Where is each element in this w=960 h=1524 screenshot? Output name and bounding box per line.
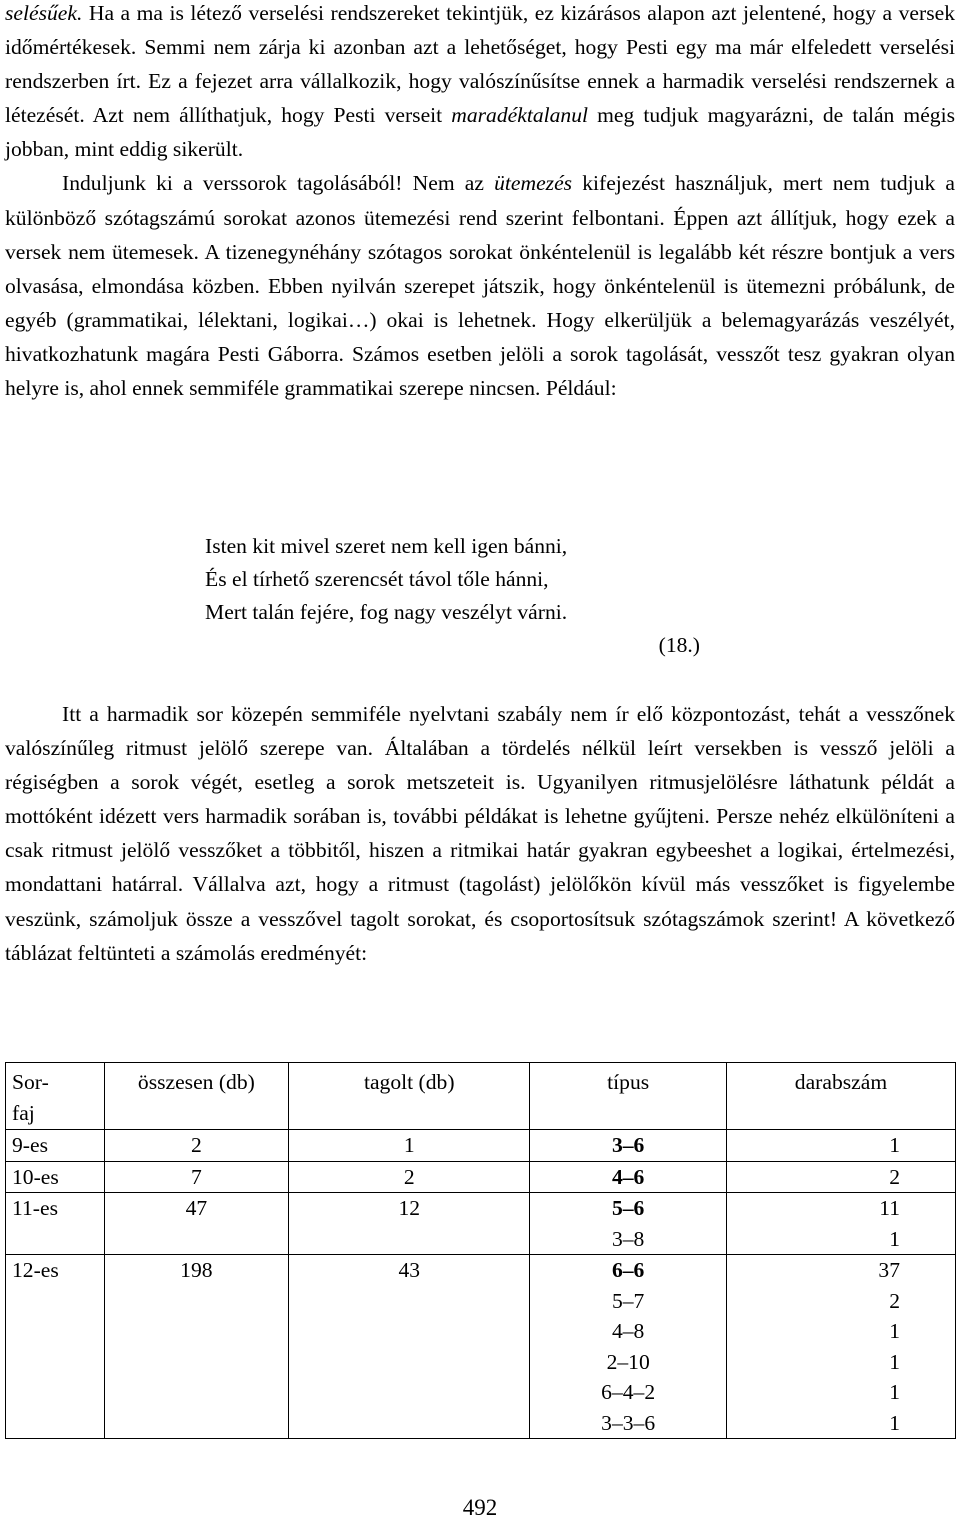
cell-sorfaj: 12-es (6, 1255, 105, 1439)
cell-tagolt: 43 (289, 1255, 530, 1439)
table-row (6, 1255, 956, 1439)
cell-tagolt: 12 (289, 1193, 530, 1255)
cell-osszesen: 198 (104, 1255, 288, 1439)
type-value: 2–10 (606, 1349, 650, 1374)
table-row (6, 1130, 956, 1162)
count-value: 11 (879, 1196, 900, 1220)
type-value: 4–8 (611, 1319, 645, 1343)
italic-word-utemezes: ütemezés (494, 171, 573, 196)
cell-sorfaj: 10-es (6, 1161, 105, 1193)
table-row (6, 1193, 956, 1255)
count-value: 37 (878, 1258, 900, 1282)
cell-darabszam (726, 1255, 955, 1439)
type-value: 3–3–6 (601, 1410, 656, 1435)
cell-darabszam (726, 1161, 955, 1193)
table-body (6, 1130, 956, 1439)
italic-word-selesuek: selésűek. (5, 1, 83, 25)
type-value: 4–6 (611, 1164, 645, 1189)
paragraph-intro-end: meg tudjuk magyarázni, de talán mégis jobban, mint eddig sikerült. (5, 103, 955, 162)
type-value: 6–4–2 (601, 1380, 656, 1404)
type-value: 3–8 (611, 1226, 645, 1251)
body-text-middle (5, 697, 955, 970)
type-value: 5–7 (611, 1288, 645, 1313)
cell-tagolt: 1 (289, 1130, 530, 1162)
cell-tipus (530, 1255, 727, 1439)
cell-osszesen: 47 (104, 1193, 288, 1255)
cell-darabszam (726, 1130, 955, 1162)
cell-darabszam (726, 1193, 955, 1255)
count-value: 2 (889, 1288, 900, 1313)
paragraph-verssorok-start: Induljunk ki a verssorok tagolásából! Nem az (62, 171, 495, 196)
header-sorfaj: Sor- faj (6, 1063, 105, 1130)
cell-tipus (530, 1193, 727, 1255)
poem-line-3: Mert talán fejére, fog nagy veszélyt várni. (205, 600, 568, 624)
poem-line-2: És el tírhető szerencsét távol tőle hánni, (205, 567, 549, 591)
paragraph-analysis: Itt a harmadik sor közepén semmiféle nyelvtani szabály nem ír elő központozást, tehát a vesszőnek valószínűleg ritmust jelölő szerepe van. Általában a tördelés nélkül leírt versekben is vessző jelöli a régiségben a sorok végét, esetleg a sorok metszeteit is. Ugyanilyen ritmusjelölésre láthatunk példát a mottóként idézett vers harmadik sorában is, további példákat is lehetne gyűjteni. Persze nehéz elkülöníteni a csak ritmust jelölő vesszőket a többitől, hiszen a ritmikai határ gyakran egybeeshet a logikai, értelmezési, mondattani határral. Vállalva azt, hogy a ritmust (tagolást) jelölőkön kívül más vesszőket is figyelembe veszünk, számoljuk össze a vesszővel tagolt sorokat, és csoportosítsuk szótagszámok szerint! A következő táblázat feltünteti a számolás eredményét: (5, 702, 955, 965)
poem-reference: (18.) (658, 633, 700, 657)
count-value: 1 (889, 1226, 900, 1251)
count-value: 1 (889, 1133, 900, 1157)
poem-line-1: Isten kit mivel szeret nem kell igen bánni, (205, 534, 568, 558)
type-value: 3–6 (611, 1133, 645, 1157)
poem-quote (205, 530, 705, 662)
paragraph-intro (5, 0, 955, 166)
page-number: 492 (462, 1495, 498, 1520)
table-header-row (6, 1063, 956, 1130)
cell-osszesen: 2 (104, 1130, 288, 1162)
paragraph-verssorok (5, 166, 955, 405)
paragraph-intro-text: Ha a ma is létező verselési rendszereket tekintjük, ez kizárásos alapon azt jelentené, hogy a versek időmértékesek. Semmi nem zárja ki azonban azt a lehetőséget, hogy Pesti egy ma már elfeledett verselési rendszerben írt. Ez a fejezet arra vállalkozik, hogy valószínűsítse ennek a harmadik verselési rendszernek a létezését. Azt nem állíthatjuk, hogy Pesti verseit (5, 1, 955, 128)
header-tagolt: tagolt (db) (289, 1063, 530, 1130)
count-value: 1 (889, 1319, 900, 1343)
count-value: 1 (889, 1380, 900, 1404)
type-value: 5–6 (611, 1196, 645, 1220)
cell-tipus (530, 1161, 727, 1193)
count-value: 1 (889, 1410, 900, 1435)
header-osszesen: összesen (db) (104, 1063, 288, 1130)
cell-tipus (530, 1130, 727, 1162)
italic-word-maradektalanul: maradéktalanul (451, 103, 589, 128)
body-text-top (5, 0, 955, 405)
count-value: 2 (889, 1164, 900, 1189)
paragraph-verssorok-text: kifejezést használjuk, mert nem tudjuk a különböző szótagszámú sorokat azonos ütemezési rend szerint felbontani. Éppen azt állítjuk, hogy ezek a versek nem ütemesek. A tizenegynéhány szótagos sorokat önkéntelenül is legalább két részre bontjuk a vers olvasása, elmondása közben. Ebben nyilván szerepet játszik, hogy önkéntelenül is ütemezni próbálunk, de egyéb (grammatikai, lélektani, logikai…) okai is lehetnek. Hogy elkerüljük a belemagyarázás veszélyét, hivatkozhatunk magára Pesti Gáborra. Számos esetben jelöli a sorok tagolását, vesszőt tesz gyakran olyan helyre is, ahol ennek semmiféle grammatikai szerepe nincsen. Például: (5, 171, 955, 401)
table-row (6, 1161, 956, 1193)
cell-osszesen: 7 (104, 1161, 288, 1193)
cell-sorfaj: 11-es (6, 1193, 105, 1255)
count-value: 1 (889, 1349, 900, 1374)
header-tipus: típus (530, 1063, 727, 1130)
header-darabszam: darabszám (726, 1063, 955, 1130)
type-value: 6–6 (611, 1258, 645, 1282)
syllable-count-table (5, 1062, 956, 1439)
cell-tagolt: 2 (289, 1161, 530, 1193)
cell-sorfaj: 9-es (6, 1130, 105, 1162)
